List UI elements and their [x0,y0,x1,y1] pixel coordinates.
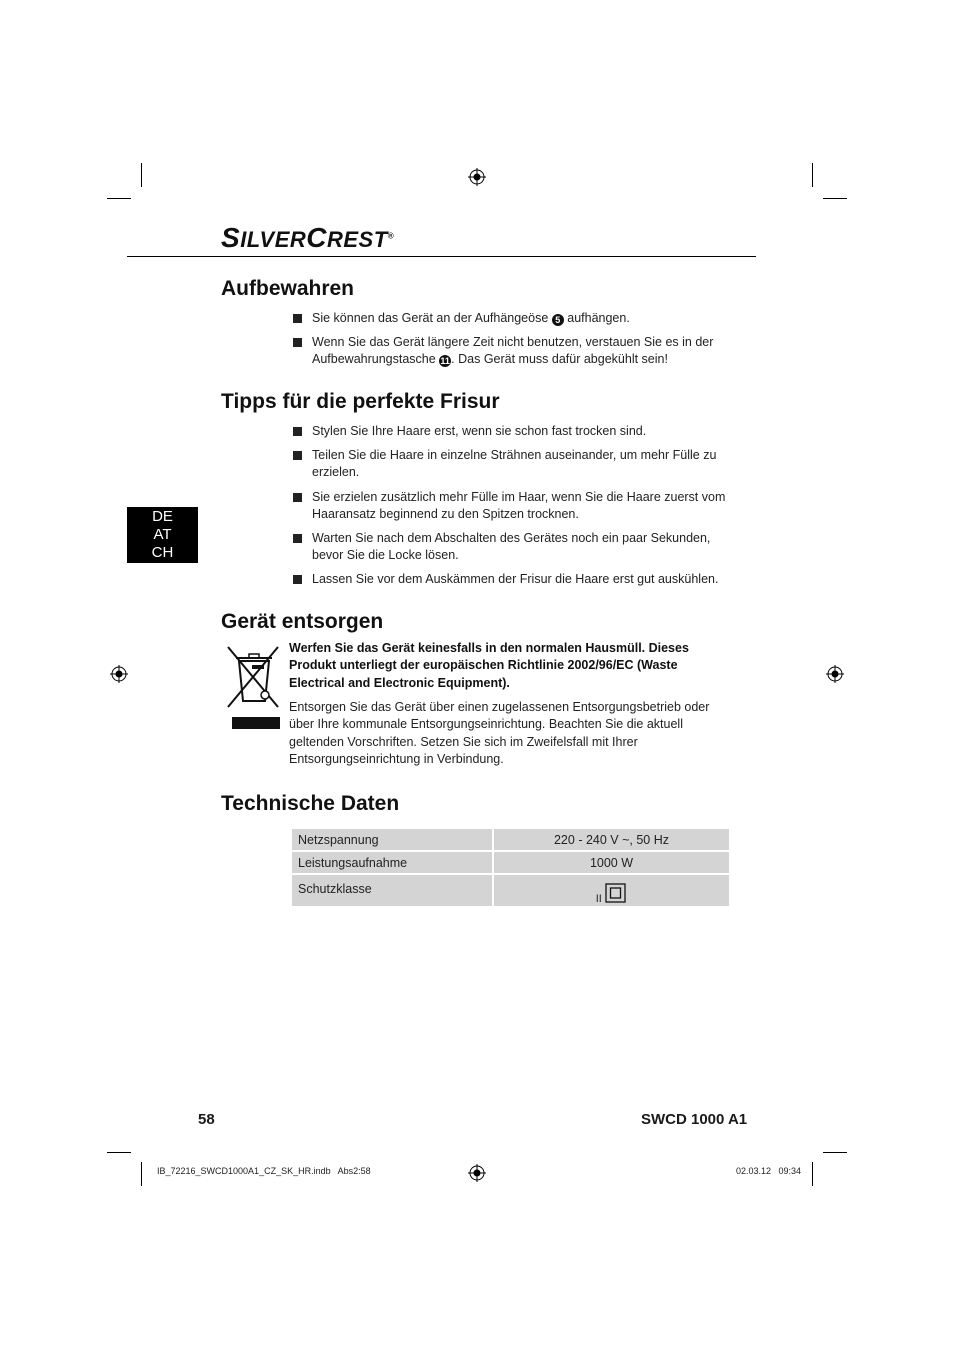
crop-mark [812,1162,813,1186]
spec-value: II [595,892,602,905]
crop-mark [107,198,131,199]
crop-mark [107,1152,131,1153]
spec-label: Schutzklasse [291,874,493,907]
section-title-storage: Aufbewahren [221,277,355,300]
lang-at: AT [153,526,172,543]
bullet-square-icon [293,338,302,347]
crop-mark [812,163,813,187]
spec-label: Netzspannung [291,828,493,851]
bullet-square-icon [293,534,302,543]
spec-value: 1000 W [493,851,730,874]
crop-mark [823,1152,847,1153]
spec-value: 220 - 240 V ~, 50 Hz [493,828,730,851]
print-slug-file: IB_72216_SWCD1000A1_CZ_SK_HR.indb Abs2:58 [157,1166,371,1176]
disposal-body: Entsorgen Sie das Gerät über einen zugelassenen Entsorgungsbetrieb oder über Ihre kommunale Entsorgungseinrichtung. Beachten Sie die aktuell geltenden Vorschriften. Setzen Sie sich im Zweifelsfall mit Ihrer Entsorgungseinrichtung in Verbindung. [289,700,710,766]
registration-mark-icon [110,665,128,683]
bullet-square-icon [293,575,302,584]
header-rule [127,256,756,257]
bullet-square-icon [293,314,302,323]
lang-de: DE [152,508,173,525]
table-row [291,828,730,851]
silvercrest-logo: SILVERCREST® [221,222,395,253]
language-tab [127,507,198,563]
model-number: SWCD 1000 A1 [641,1111,748,1128]
table-row [291,851,730,874]
section-title-disposal: Gerät entsorgen [221,610,384,633]
section-title-tips: Tipps für die perfekte Frisur [221,390,500,413]
registration-mark-icon [468,168,486,186]
weee-crossed-bin-icon [226,643,282,731]
page-number: 58 [198,1111,215,1128]
crop-mark [141,163,142,187]
lang-ch: CH [151,544,174,561]
table-row [291,874,730,907]
specs-table [290,827,731,908]
section-title-specs: Technische Daten [221,792,400,815]
registration-mark-icon [468,1164,486,1182]
class-ii-double-square-icon [605,883,627,903]
crop-mark [823,198,847,199]
part-number-badge: 11 [440,356,450,366]
registration-mark-icon [826,665,844,683]
part-number-badge: 5 [552,314,564,326]
spec-value-cell [493,874,730,907]
spec-label: Leistungsaufnahme [291,851,493,874]
bullet-square-icon [293,493,302,502]
disposal-warning: Werfen Sie das Gerät keinesfalls in den normalen Hausmüll. Dieses Produkt unterliegt der europäischen Richtlinie 2002/96/EC (Waste Electrical and Electronic Equipment). [289,641,689,690]
bullet-square-icon [293,427,302,436]
print-slug-date: 02.03.12 09:34 [736,1166,802,1176]
bullet-square-icon [293,451,302,460]
crop-mark [141,1162,142,1186]
